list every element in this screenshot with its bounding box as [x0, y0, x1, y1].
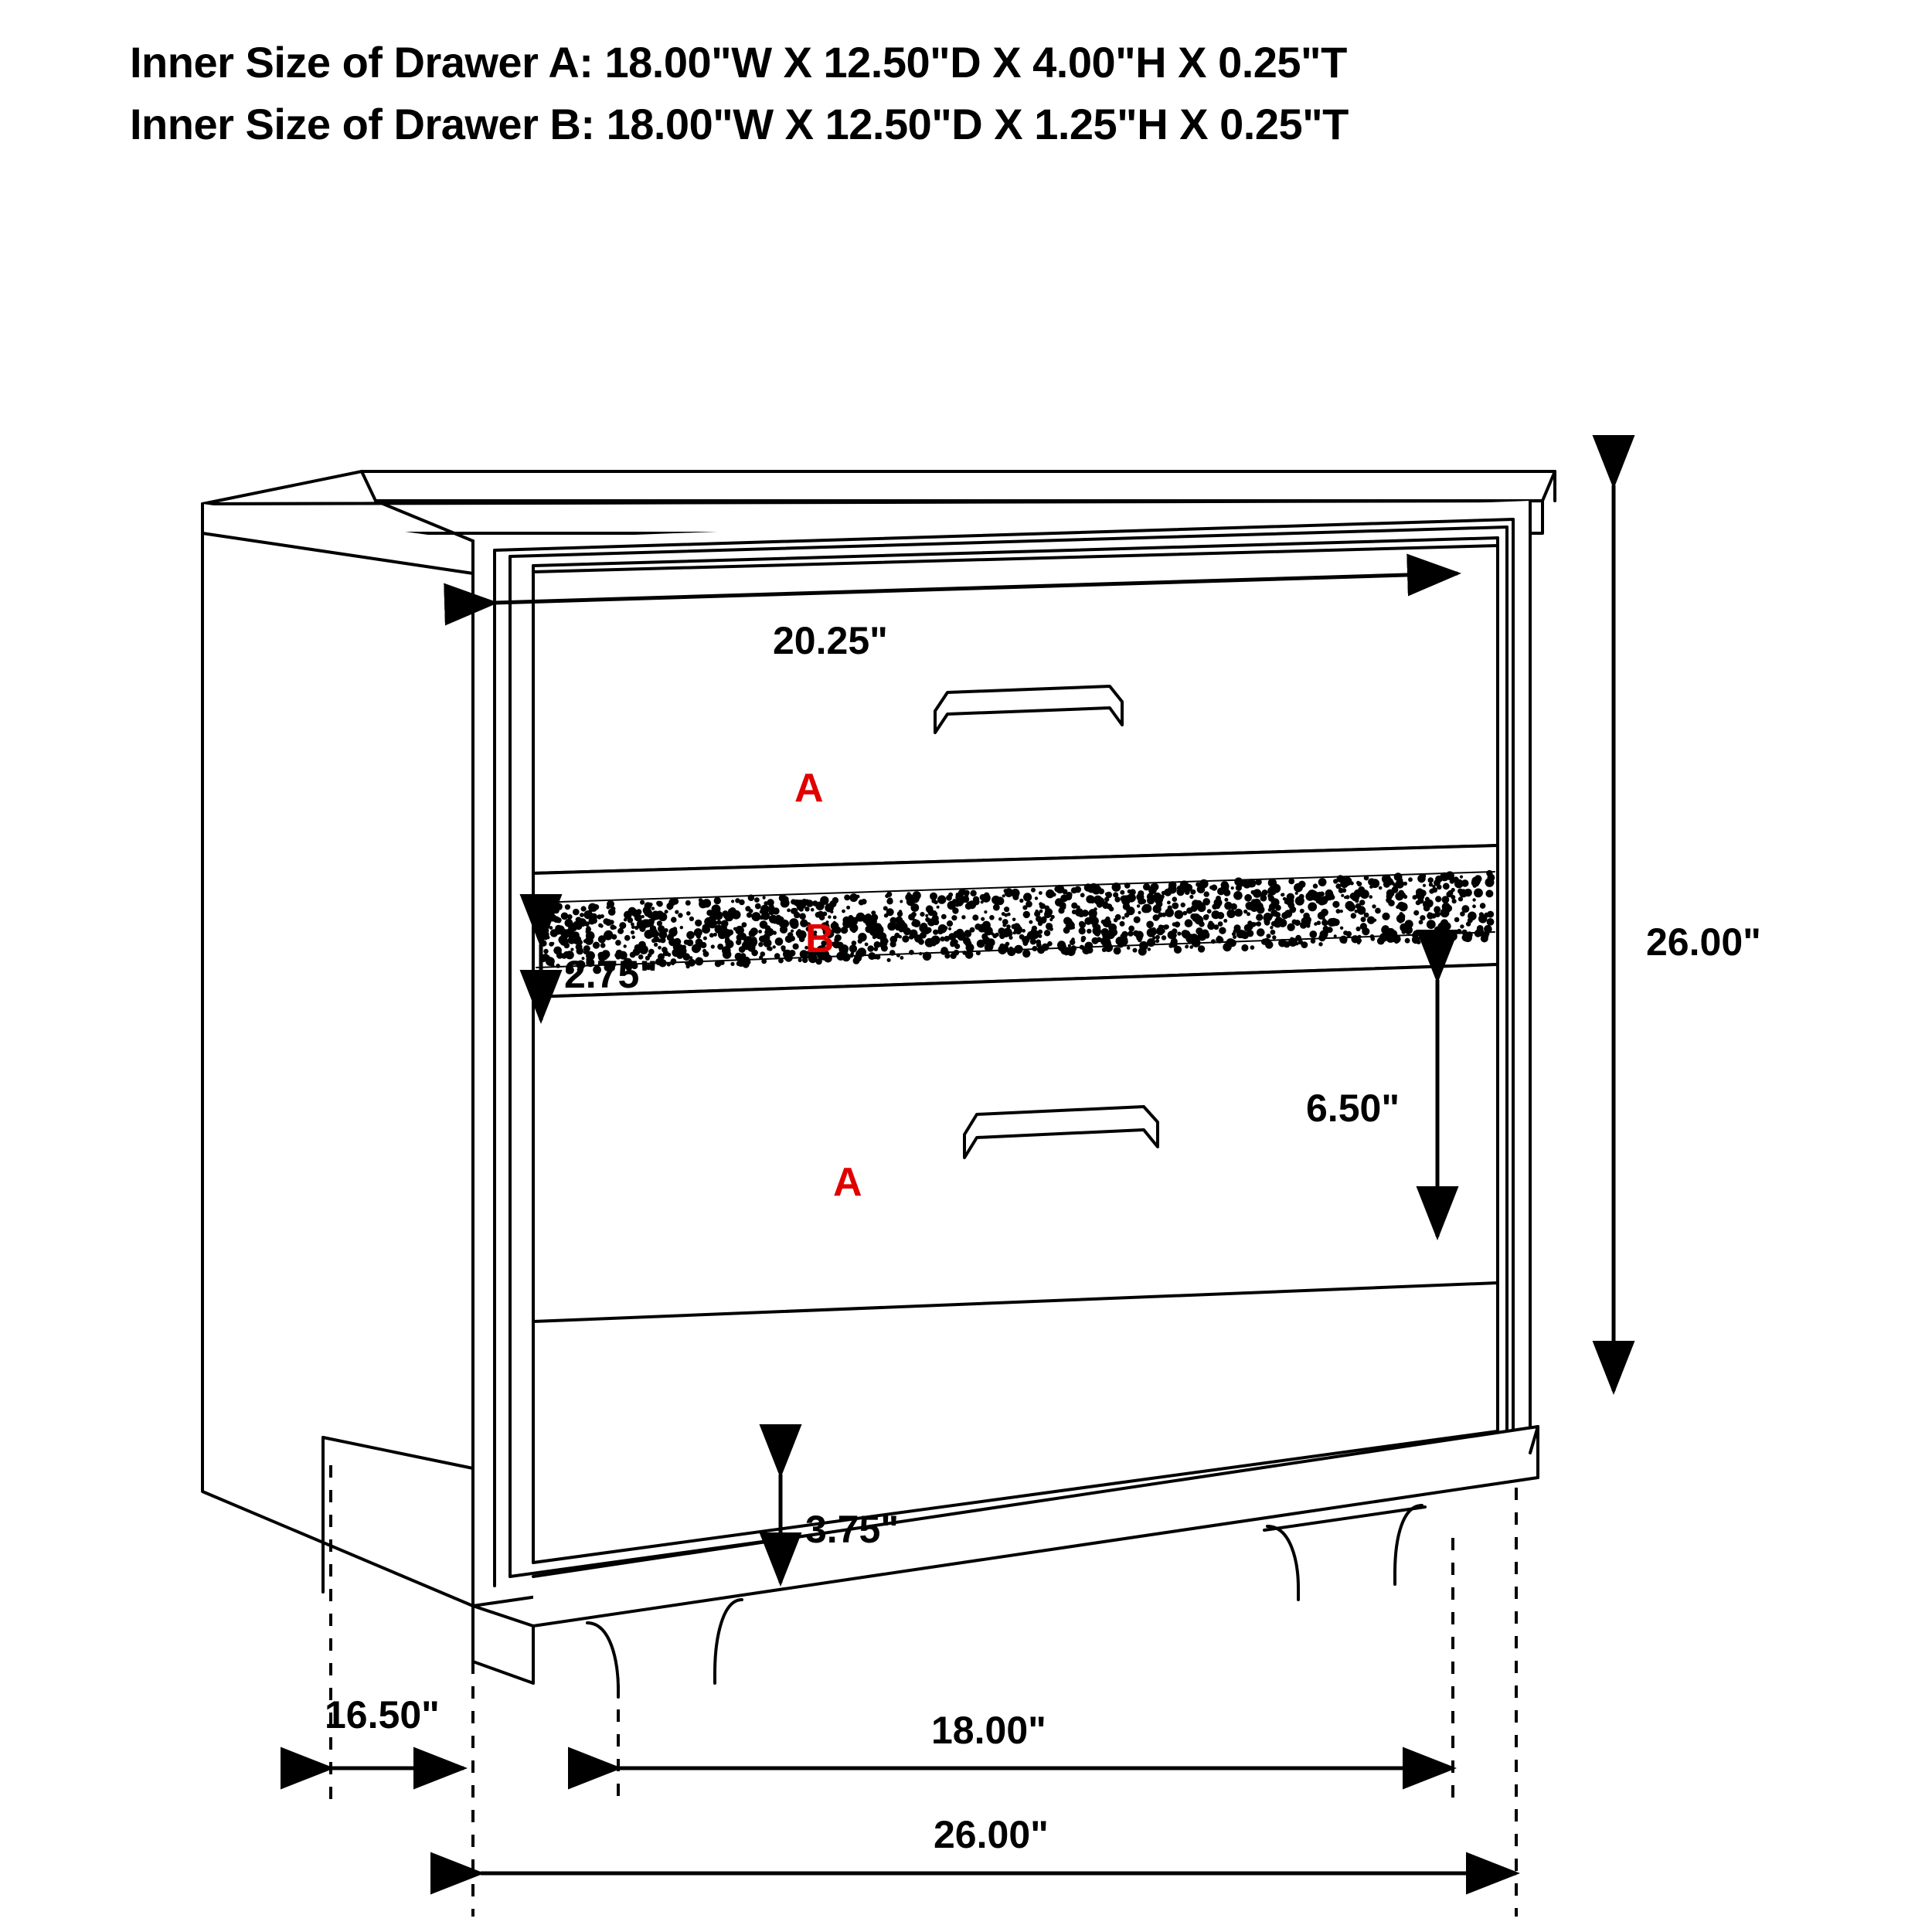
label-drawer-a-bottom: A: [833, 1160, 862, 1205]
header-line-drawer-a: Inner Size of Drawer A: 18.00"W X 12.50"D X 4.00"H X 0.25"T: [130, 38, 1347, 87]
dim-side-depth: 16.50": [325, 1693, 440, 1736]
dim-top-width: 20.25": [773, 619, 888, 662]
header-line-drawer-b: Inner Size of Drawer B: 18.00"W X 12.50"D X 1.25"H X 0.25"T: [130, 100, 1349, 148]
dim-overall-width: 26.00": [934, 1813, 1049, 1856]
dim-lower-drawer-height: 6.50": [1306, 1087, 1400, 1130]
label-drawer-a-top: A: [794, 766, 824, 811]
dim-inner-width: 18.00": [931, 1709, 1046, 1752]
dim-overall-height: 26.00": [1646, 920, 1761, 964]
label-drawer-b: B: [805, 917, 835, 961]
dim-drawer-b-height: 2.75": [564, 953, 658, 996]
dim-leg-height: 3.75": [805, 1508, 900, 1551]
